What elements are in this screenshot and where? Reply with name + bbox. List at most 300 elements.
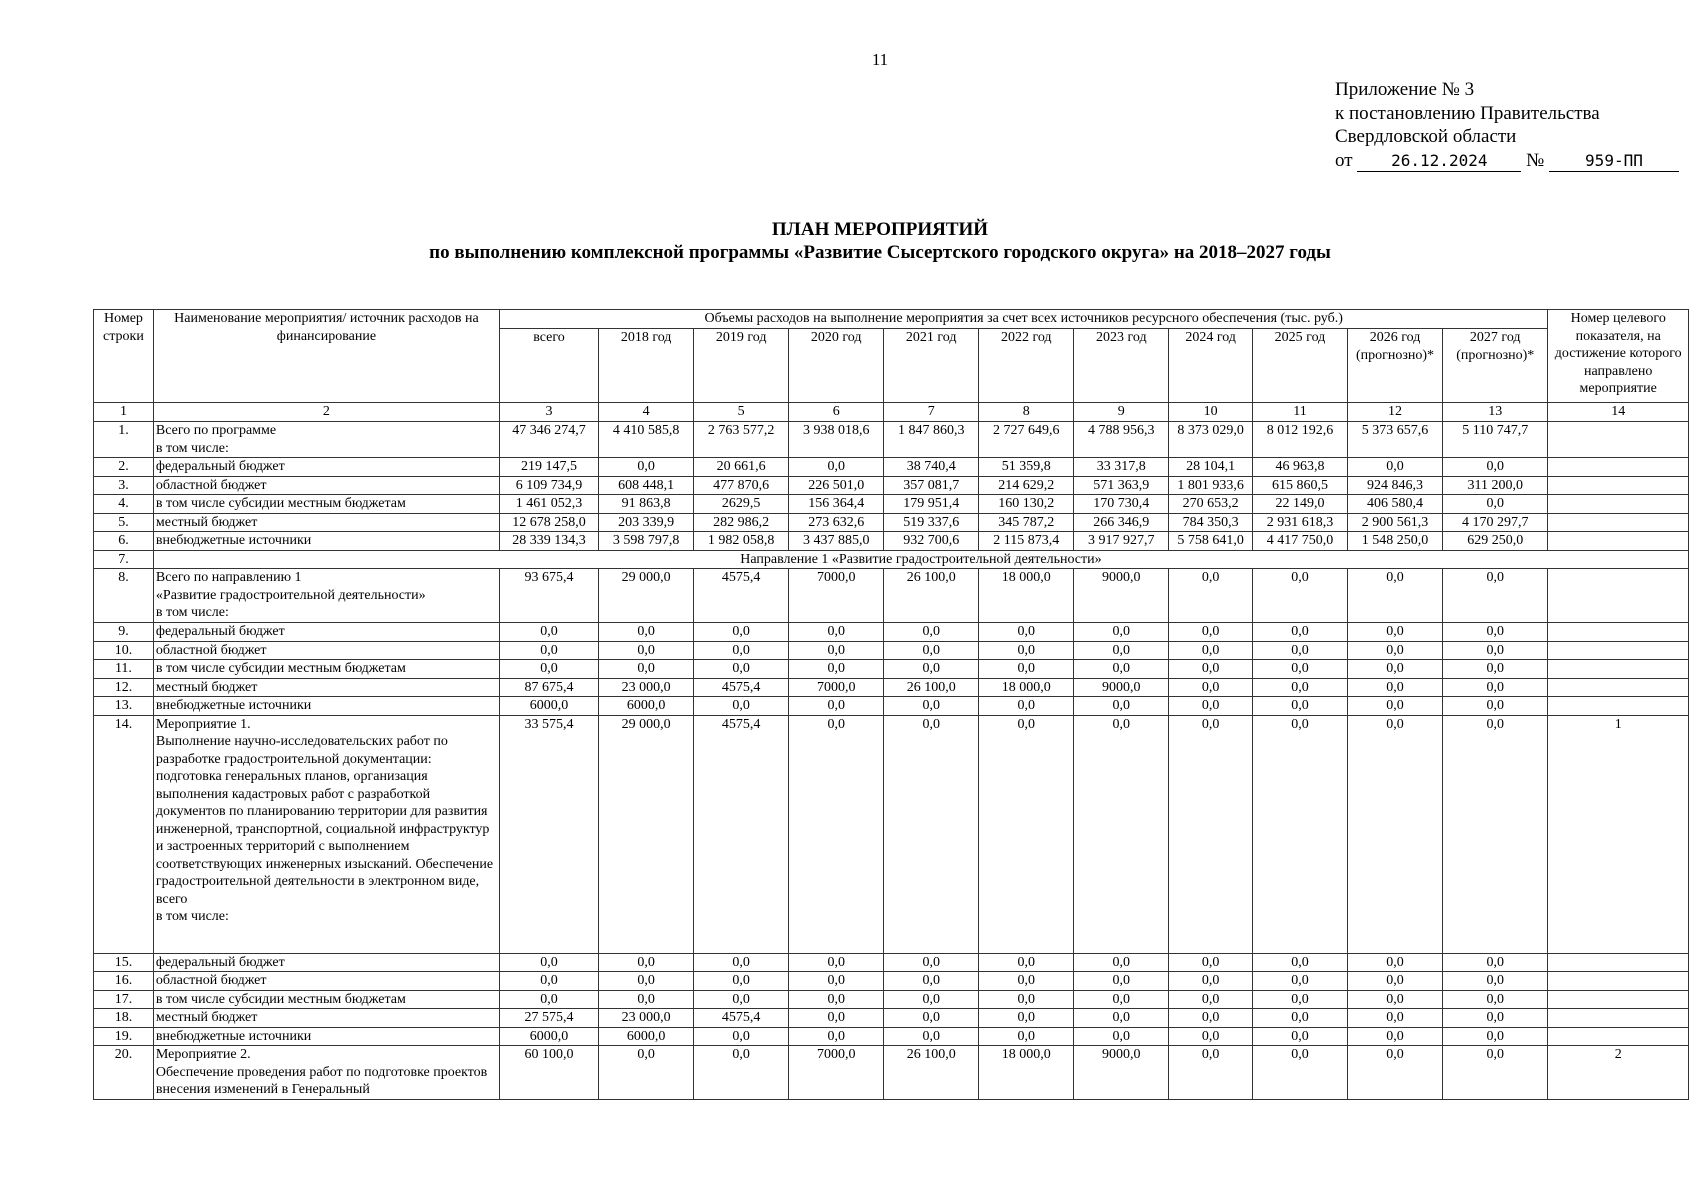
table-row (94, 1046, 1689, 1100)
value-cell: 0,0 (1252, 972, 1347, 991)
value-cell: 0,0 (1348, 458, 1443, 477)
header-year: 2021 год (884, 329, 979, 403)
value-cell: 0,0 (1074, 972, 1169, 991)
value-cell: 4575,4 (694, 1009, 789, 1028)
value-cell: 345 787,2 (979, 513, 1074, 532)
table-row (94, 458, 1689, 477)
header-indicator: Номер целевого показателя, на достижение которого направлено мероприятие (1548, 310, 1689, 403)
value-cell: 0,0 (1169, 678, 1253, 697)
value-cell: 2629,5 (694, 495, 789, 514)
table-row (94, 476, 1689, 495)
table-row (94, 641, 1689, 660)
value-cell: 0,0 (979, 660, 1074, 679)
row-number: 18. (94, 1009, 154, 1028)
direction-title: Направление 1 «Развитие градостроительной деятельности» (153, 550, 1688, 569)
table-row (94, 422, 1689, 458)
value-cell: 38 740,4 (884, 458, 979, 477)
value-cell: 0,0 (789, 1027, 884, 1046)
value-cell: 477 870,6 (694, 476, 789, 495)
value-cell: 0,0 (1169, 990, 1253, 1009)
value-cell: 357 081,7 (884, 476, 979, 495)
row-name: областной бюджет (153, 972, 499, 991)
row-name: в том числе субсидии местным бюджетам (153, 495, 499, 514)
value-cell: 0,0 (1169, 1027, 1253, 1046)
table-row (94, 1009, 1689, 1028)
value-cell: 0,0 (1443, 495, 1548, 514)
indicator-number (1548, 422, 1689, 458)
row-name: Всего по направлению 1 «Развитие градостроительной деятельности» в том числе: (153, 569, 499, 623)
value-cell: 311 200,0 (1443, 476, 1548, 495)
value-cell: 0,0 (1252, 697, 1347, 716)
column-numbers-row (94, 403, 1689, 422)
value-cell: 273 632,6 (789, 513, 884, 532)
value-cell: 33 575,4 (499, 715, 598, 953)
indicator-number (1548, 495, 1689, 514)
value-cell: 5 758 641,0 (1169, 532, 1253, 551)
value-cell: 8 012 192,6 (1252, 422, 1347, 458)
value-cell: 0,0 (1348, 660, 1443, 679)
value-cell: 0,0 (789, 458, 884, 477)
document-subtitle: по выполнению комплексной программы «Развитие Сысертского городского округа» на 2018–2027 годы (429, 242, 1331, 263)
value-cell: 0,0 (1348, 1046, 1443, 1100)
indicator-number: 2 (1548, 1046, 1689, 1100)
value-cell: 0,0 (1443, 715, 1548, 953)
value-cell: 47 346 274,7 (499, 422, 598, 458)
value-cell: 0,0 (1169, 953, 1253, 972)
column-number: 8 (979, 403, 1074, 422)
header-year: 2023 год (1074, 329, 1169, 403)
value-cell: 6000,0 (599, 697, 694, 716)
table-row (94, 623, 1689, 642)
header-year: всего (499, 329, 598, 403)
value-cell: 23 000,0 (599, 1009, 694, 1028)
column-number: 9 (1074, 403, 1169, 422)
value-cell: 0,0 (694, 623, 789, 642)
row-name: местный бюджет (153, 678, 499, 697)
value-cell: 4575,4 (694, 715, 789, 953)
value-cell: 0,0 (884, 660, 979, 679)
value-cell: 5 373 657,6 (1348, 422, 1443, 458)
indicator-number (1548, 953, 1689, 972)
row-number: 9. (94, 623, 154, 642)
value-cell: 0,0 (789, 641, 884, 660)
value-cell: 0,0 (789, 623, 884, 642)
value-cell: 0,0 (1348, 697, 1443, 716)
value-cell: 8 373 029,0 (1169, 422, 1253, 458)
row-name: федеральный бюджет (153, 458, 499, 477)
value-cell: 0,0 (979, 1009, 1074, 1028)
value-cell: 0,0 (884, 990, 979, 1009)
value-cell: 7000,0 (789, 678, 884, 697)
value-cell: 0,0 (1443, 1027, 1548, 1046)
header-name: Наименование мероприятия/ источник расходов на финансирование (153, 310, 499, 403)
value-cell: 0,0 (499, 990, 598, 1009)
value-cell: 27 575,4 (499, 1009, 598, 1028)
value-cell: 0,0 (599, 458, 694, 477)
value-cell: 0,0 (1169, 1046, 1253, 1100)
table-row (94, 715, 1689, 953)
value-cell: 0,0 (884, 623, 979, 642)
value-cell: 87 675,4 (499, 678, 598, 697)
row-name: в том числе субсидии местным бюджетам (153, 990, 499, 1009)
header-year: 2018 год (599, 329, 694, 403)
row-name: местный бюджет (153, 1009, 499, 1028)
value-cell: 4 170 297,7 (1443, 513, 1548, 532)
value-cell: 0,0 (979, 972, 1074, 991)
table-row (94, 697, 1689, 716)
value-cell: 1 982 058,8 (694, 532, 789, 551)
value-cell: 0,0 (1348, 972, 1443, 991)
value-cell: 170 730,4 (1074, 495, 1169, 514)
value-cell: 0,0 (1348, 1009, 1443, 1028)
value-cell: 26 100,0 (884, 569, 979, 623)
value-cell: 28 104,1 (1169, 458, 1253, 477)
header-year: 2019 год (694, 329, 789, 403)
value-cell: 784 350,3 (1169, 513, 1253, 532)
value-cell: 7000,0 (789, 1046, 884, 1100)
value-cell: 0,0 (979, 953, 1074, 972)
value-cell: 0,0 (694, 1027, 789, 1046)
row-name: Всего по программе в том числе: (153, 422, 499, 458)
column-number: 7 (884, 403, 979, 422)
value-cell: 0,0 (1169, 623, 1253, 642)
row-number: 8. (94, 569, 154, 623)
value-cell: 0,0 (884, 1009, 979, 1028)
row-number: 7. (94, 550, 154, 569)
value-cell: 0,0 (1443, 953, 1548, 972)
value-cell: 1 847 860,3 (884, 422, 979, 458)
value-cell: 0,0 (1252, 715, 1347, 953)
value-cell: 0,0 (1074, 990, 1169, 1009)
value-cell: 0,0 (1169, 1009, 1253, 1028)
value-cell: 270 653,2 (1169, 495, 1253, 514)
value-cell: 0,0 (979, 641, 1074, 660)
value-cell: 2 115 873,4 (979, 532, 1074, 551)
column-number: 5 (694, 403, 789, 422)
value-cell: 0,0 (599, 623, 694, 642)
row-number: 12. (94, 678, 154, 697)
value-cell: 0,0 (499, 972, 598, 991)
value-cell: 2 727 649,6 (979, 422, 1074, 458)
value-cell: 0,0 (1348, 623, 1443, 642)
value-cell: 0,0 (499, 953, 598, 972)
row-name: внебюджетные источники (153, 697, 499, 716)
value-cell: 3 938 018,6 (789, 422, 884, 458)
indicator-number (1548, 660, 1689, 679)
value-cell: 282 986,2 (694, 513, 789, 532)
value-cell: 156 364,4 (789, 495, 884, 514)
row-number: 3. (94, 476, 154, 495)
header-year: 2025 год (1252, 329, 1347, 403)
value-cell: 0,0 (979, 623, 1074, 642)
row-number: 13. (94, 697, 154, 716)
value-cell: 2 763 577,2 (694, 422, 789, 458)
appendix-line-2: к постановлению Правительства (1335, 102, 1600, 124)
value-cell: 18 000,0 (979, 1046, 1074, 1100)
value-cell: 9000,0 (1074, 569, 1169, 623)
value-cell: 0,0 (1252, 678, 1347, 697)
value-cell: 0,0 (1169, 697, 1253, 716)
value-cell: 0,0 (694, 953, 789, 972)
value-cell: 0,0 (1169, 641, 1253, 660)
row-number: 10. (94, 641, 154, 660)
header-year: 2026 год (прогнозно)* (1348, 329, 1443, 403)
value-cell: 0,0 (599, 660, 694, 679)
value-cell: 1 548 250,0 (1348, 532, 1443, 551)
value-cell: 160 130,2 (979, 495, 1074, 514)
indicator-number (1548, 1009, 1689, 1028)
column-number: 2 (153, 403, 499, 422)
value-cell: 0,0 (1443, 569, 1548, 623)
value-cell: 0,0 (789, 972, 884, 991)
header-year: 2020 год (789, 329, 884, 403)
header-row-number: Номер строки (94, 310, 154, 403)
value-cell: 0,0 (1074, 697, 1169, 716)
row-number: 1. (94, 422, 154, 458)
row-number: 19. (94, 1027, 154, 1046)
value-cell: 0,0 (884, 1027, 979, 1046)
value-cell: 0,0 (1348, 953, 1443, 972)
indicator-number (1548, 513, 1689, 532)
value-cell: 0,0 (1443, 697, 1548, 716)
column-number: 1 (94, 403, 154, 422)
value-cell: 0,0 (884, 697, 979, 716)
column-number: 10 (1169, 403, 1253, 422)
value-cell: 0,0 (599, 641, 694, 660)
value-cell: 406 580,4 (1348, 495, 1443, 514)
value-cell: 0,0 (599, 990, 694, 1009)
indicator-number (1548, 1027, 1689, 1046)
value-cell: 0,0 (1252, 1046, 1347, 1100)
appendix-block (1335, 78, 1679, 172)
row-number: 15. (94, 953, 154, 972)
value-cell: 0,0 (1443, 972, 1548, 991)
table-row (94, 569, 1689, 623)
value-cell: 0,0 (1348, 990, 1443, 1009)
value-cell: 20 661,6 (694, 458, 789, 477)
value-cell: 12 678 258,0 (499, 513, 598, 532)
value-cell: 0,0 (789, 1009, 884, 1028)
column-number: 14 (1548, 403, 1689, 422)
value-cell: 0,0 (1074, 715, 1169, 953)
value-cell: 179 951,4 (884, 495, 979, 514)
table-row (94, 660, 1689, 679)
value-cell: 0,0 (884, 953, 979, 972)
value-cell: 0,0 (1443, 678, 1548, 697)
value-cell: 0,0 (694, 697, 789, 716)
row-number: 2. (94, 458, 154, 477)
value-cell: 0,0 (599, 972, 694, 991)
value-cell: 2 931 618,3 (1252, 513, 1347, 532)
table-row (94, 495, 1689, 514)
value-cell: 0,0 (599, 1046, 694, 1100)
value-cell: 4 788 956,3 (1074, 422, 1169, 458)
value-cell: 0,0 (1348, 1027, 1443, 1046)
row-name: областной бюджет (153, 641, 499, 660)
column-number: 12 (1348, 403, 1443, 422)
value-cell: 18 000,0 (979, 569, 1074, 623)
indicator-number (1548, 476, 1689, 495)
header-volumes: Объемы расходов на выполнение мероприятия за счет всех источников ресурсного обеспечения (тыс. руб.) (499, 310, 1547, 329)
document-title: ПЛАН МЕРОПРИЯТИЙ (771, 219, 989, 240)
value-cell: 266 346,9 (1074, 513, 1169, 532)
value-cell: 0,0 (1348, 715, 1443, 953)
value-cell: 22 149,0 (1252, 495, 1347, 514)
value-cell: 0,0 (1252, 660, 1347, 679)
value-cell: 0,0 (1443, 660, 1548, 679)
value-cell: 4 410 585,8 (599, 422, 694, 458)
value-cell: 0,0 (1074, 953, 1169, 972)
table-row (94, 513, 1689, 532)
value-cell: 23 000,0 (599, 678, 694, 697)
value-cell: 9000,0 (1074, 1046, 1169, 1100)
direction-row (94, 550, 1689, 569)
indicator-number (1548, 532, 1689, 551)
value-cell: 0,0 (884, 972, 979, 991)
value-cell: 0,0 (599, 953, 694, 972)
value-cell: 0,0 (1252, 953, 1347, 972)
value-cell: 0,0 (979, 990, 1074, 1009)
value-cell: 629 250,0 (1443, 532, 1548, 551)
value-cell: 6000,0 (499, 1027, 598, 1046)
row-name: внебюджетные источники (153, 532, 499, 551)
value-cell: 0,0 (789, 697, 884, 716)
value-cell: 0,0 (1169, 972, 1253, 991)
value-cell: 0,0 (499, 623, 598, 642)
table-row (94, 953, 1689, 972)
value-cell: 0,0 (1348, 641, 1443, 660)
row-name: в том числе субсидии местным бюджетам (153, 660, 499, 679)
value-cell: 18 000,0 (979, 678, 1074, 697)
row-name: Мероприятие 1. Выполнение научно-исследовательских работ по разработке градостроительной документации: подготовка генеральных планов, организация выполнения кадастровых работ с разработкой документов по планированию территории для развития инженерной, транспортной, социальной инфраструктур и застроенных территорий с выполнением соответствующих инженерных изысканий. Обеспечение градостроительной деятельности в электронном виде, всего в том числе: (153, 715, 499, 953)
value-cell: 924 846,3 (1348, 476, 1443, 495)
value-cell: 0,0 (884, 641, 979, 660)
indicator-number (1548, 697, 1689, 716)
table-row (94, 532, 1689, 551)
value-cell: 3 437 885,0 (789, 532, 884, 551)
value-cell: 0,0 (1074, 660, 1169, 679)
resolution-date: 26.12.2024 (1357, 150, 1521, 172)
value-cell: 0,0 (1443, 623, 1548, 642)
indicator-number (1548, 623, 1689, 642)
table-row (94, 1027, 1689, 1046)
table-row (94, 990, 1689, 1009)
value-cell: 0,0 (1252, 990, 1347, 1009)
table-row (94, 972, 1689, 991)
value-cell: 4575,4 (694, 569, 789, 623)
value-cell: 9000,0 (1074, 678, 1169, 697)
header-year: 2027 год (прогнозно)* (1443, 329, 1548, 403)
value-cell: 219 147,5 (499, 458, 598, 477)
value-cell: 3 598 797,8 (599, 532, 694, 551)
value-cell: 26 100,0 (884, 678, 979, 697)
column-number: 11 (1252, 403, 1347, 422)
row-number: 6. (94, 532, 154, 551)
table-row (94, 678, 1689, 697)
value-cell: 1 461 052,3 (499, 495, 598, 514)
value-cell: 0,0 (1074, 641, 1169, 660)
value-cell: 0,0 (789, 953, 884, 972)
value-cell: 6000,0 (499, 697, 598, 716)
column-number: 3 (499, 403, 598, 422)
value-cell: 29 000,0 (599, 715, 694, 953)
value-cell: 615 860,5 (1252, 476, 1347, 495)
value-cell: 5 110 747,7 (1443, 422, 1548, 458)
value-cell: 28 339 134,3 (499, 532, 598, 551)
value-cell: 0,0 (499, 660, 598, 679)
value-cell: 33 317,8 (1074, 458, 1169, 477)
from-label: от (1335, 149, 1353, 171)
value-cell: 608 448,1 (599, 476, 694, 495)
header-year: 2022 год (979, 329, 1074, 403)
column-number: 6 (789, 403, 884, 422)
indicator-number (1548, 990, 1689, 1009)
value-cell: 0,0 (694, 1046, 789, 1100)
resolution-number: 959-ПП (1549, 150, 1679, 172)
value-cell: 91 863,8 (599, 495, 694, 514)
column-number: 4 (599, 403, 694, 422)
value-cell: 0,0 (1074, 1027, 1169, 1046)
value-cell: 0,0 (1074, 623, 1169, 642)
value-cell: 60 100,0 (499, 1046, 598, 1100)
row-number: 4. (94, 495, 154, 514)
row-name: областной бюджет (153, 476, 499, 495)
value-cell: 0,0 (694, 990, 789, 1009)
value-cell: 0,0 (1443, 1046, 1548, 1100)
indicator-number (1548, 641, 1689, 660)
value-cell: 214 629,2 (979, 476, 1074, 495)
value-cell: 0,0 (1443, 641, 1548, 660)
value-cell: 519 337,6 (884, 513, 979, 532)
value-cell: 0,0 (1169, 715, 1253, 953)
value-cell: 0,0 (1443, 1009, 1548, 1028)
row-number: 11. (94, 660, 154, 679)
row-name: местный бюджет (153, 513, 499, 532)
page-number: 11 (871, 50, 889, 69)
value-cell: 0,0 (1252, 569, 1347, 623)
appendix-line-1: Приложение № 3 (1335, 79, 1475, 100)
value-cell: 0,0 (979, 1027, 1074, 1046)
value-cell: 6 109 734,9 (499, 476, 598, 495)
value-cell: 932 700,6 (884, 532, 979, 551)
row-name: внебюджетные источники (153, 1027, 499, 1046)
row-number: 17. (94, 990, 154, 1009)
value-cell: 0,0 (694, 972, 789, 991)
value-cell: 0,0 (979, 697, 1074, 716)
appendix-line-3: Свердловской области (1335, 126, 1517, 147)
value-cell: 0,0 (789, 990, 884, 1009)
indicator-number (1548, 678, 1689, 697)
value-cell: 0,0 (1443, 458, 1548, 477)
value-cell: 29 000,0 (599, 569, 694, 623)
value-cell: 226 501,0 (789, 476, 884, 495)
value-cell: 0,0 (789, 660, 884, 679)
value-cell: 0,0 (1348, 678, 1443, 697)
row-number: 20. (94, 1046, 154, 1100)
indicator-number (1548, 972, 1689, 991)
row-number: 5. (94, 513, 154, 532)
value-cell: 0,0 (1169, 569, 1253, 623)
value-cell: 93 675,4 (499, 569, 598, 623)
value-cell: 203 339,9 (599, 513, 694, 532)
value-cell: 0,0 (1169, 660, 1253, 679)
indicator-number (1548, 569, 1689, 623)
value-cell: 46 963,8 (1252, 458, 1347, 477)
value-cell: 7000,0 (789, 569, 884, 623)
value-cell: 51 359,8 (979, 458, 1074, 477)
value-cell: 4575,4 (694, 678, 789, 697)
value-cell: 26 100,0 (884, 1046, 979, 1100)
